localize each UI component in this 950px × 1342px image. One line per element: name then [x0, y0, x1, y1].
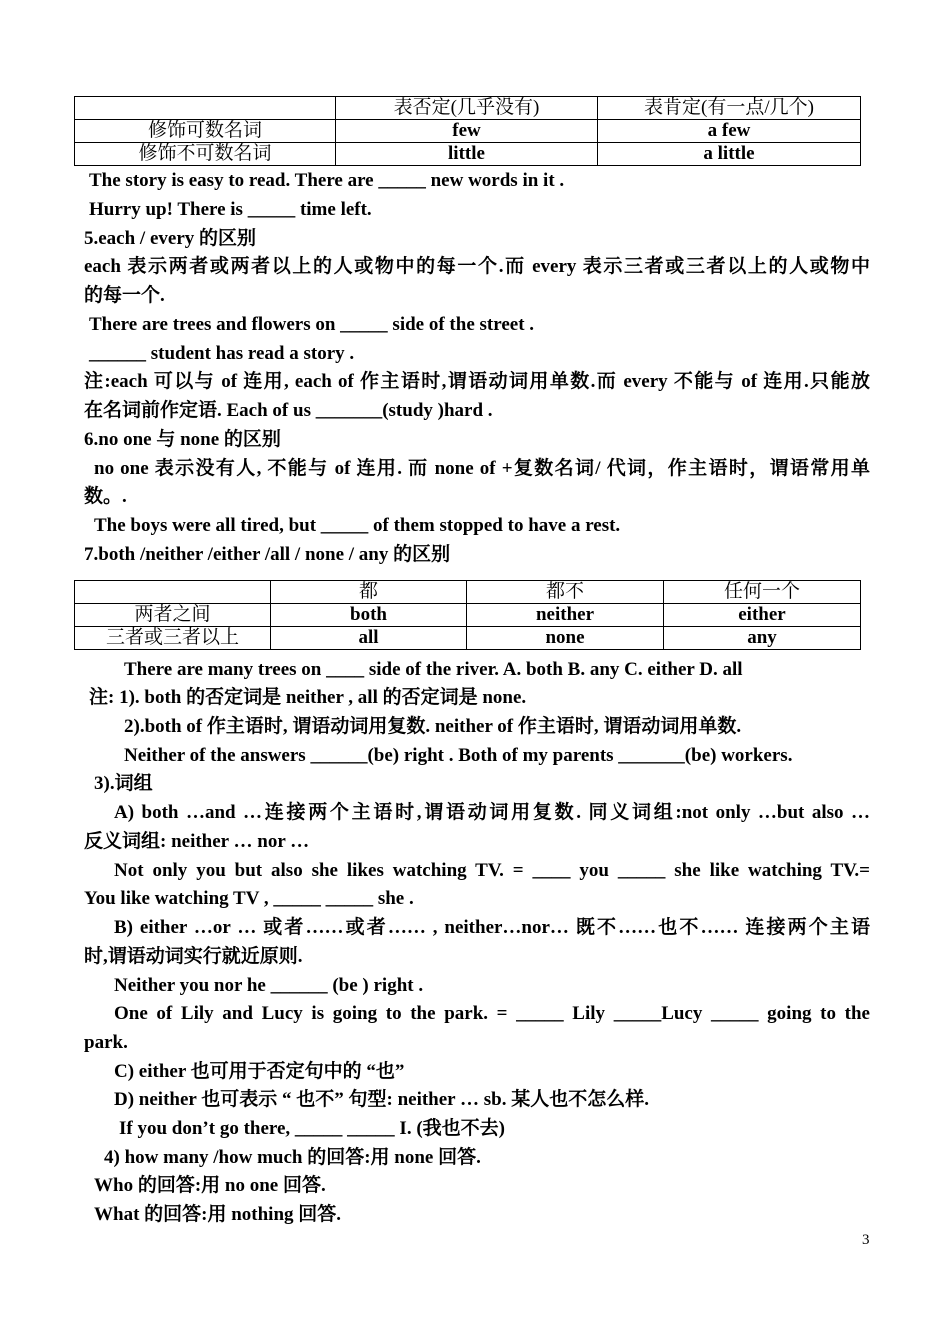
table-header-cell: 表肯定(有一点/几个): [598, 97, 861, 120]
section-heading: 7.both /neither /either /all / none / any 的区别: [84, 544, 451, 565]
text-line: 时,谓语动词实行就近原则.: [84, 946, 303, 967]
table-row: [75, 604, 861, 627]
table-row-label: 修饰可数名词: [75, 120, 336, 143]
text-line: There are trees and flowers on _____ side of the street .: [89, 314, 535, 335]
section-heading: 5.each / every 的区别: [84, 228, 257, 249]
table-cell: none: [467, 627, 664, 650]
table-row-label: 两者之间: [75, 604, 271, 627]
text-line: You like watching TV , _____ _____ she .: [84, 888, 414, 909]
text-line: 4) how many /how much 的回答:用 none 回答.: [104, 1147, 481, 1168]
text-line: Neither you nor he ______ (be ) right .: [114, 975, 424, 996]
text-line: Who 的回答:用 no one 回答.: [94, 1175, 326, 1196]
text-line: C) either 也可用于否定句中的 “也”: [114, 1061, 405, 1082]
text-line: 的每一个.: [84, 285, 165, 306]
table-row: [75, 581, 861, 604]
table-cell: little: [336, 143, 598, 166]
text-line: D) neither 也可表示 “ 也不” 句型: neither … sb. 某人也不怎么样.: [114, 1089, 649, 1110]
page-number: 3: [862, 1232, 870, 1248]
text-line: no one 表示没有人, 不能与 of 连用. 而 none of +复数名词/ 代词，作主语时，谓语常用单: [94, 458, 870, 479]
text-line: There are many trees on ____ side of the river. A. both B. any C. either D. all: [124, 659, 743, 680]
text-line: 反义词组: neither … nor …: [84, 831, 310, 852]
table-cell: a little: [598, 143, 861, 166]
table-cell: both: [271, 604, 467, 627]
table-row: [75, 97, 861, 120]
table-row: [75, 627, 861, 650]
table-header-cell: 都: [271, 581, 467, 604]
text-line: A) both …and …连接两个主语时,谓语动词用复数. 同义词组:not only …but also …: [114, 802, 870, 823]
table-header-cell: 都不: [467, 581, 664, 604]
text-line: 注: 1). both 的否定词是 neither , all 的否定词是 none.: [89, 687, 527, 708]
text-line: park.: [84, 1032, 128, 1053]
text-line: ______ student has read a story .: [89, 343, 355, 364]
table-row-label: 三者或三者以上: [75, 627, 271, 650]
table-cell: a few: [598, 120, 861, 143]
both-neither-either-table: [74, 580, 861, 650]
text-line: each 表示两者或两者以上的人或物中的每一个.而 every 表示三者或三者以上的人或物中: [84, 256, 870, 277]
text-line: The story is easy to read. There are _____ new words in it .: [89, 170, 565, 191]
table-row: [75, 143, 861, 166]
table-row: [75, 120, 861, 143]
table-cell: neither: [467, 604, 664, 627]
text-line: 数。.: [84, 486, 127, 507]
text-line: One of Lily and Lucy is going to the park. = _____ Lily _____Lucy _____ going to the: [114, 1003, 870, 1024]
text-line: 在名词前作定语. Each of us _______(study )hard .: [84, 400, 493, 421]
section-heading: 6.no one 与 none 的区别: [84, 429, 281, 450]
table-header-cell: 任何一个: [664, 581, 861, 604]
text-line: The boys were all tired, but _____ of them stopped to have a rest.: [94, 515, 621, 536]
table-cell: few: [336, 120, 598, 143]
text-line: 2).both of 作主语时, 谓语动词用复数. neither of 作主语时, 谓语动词用单数.: [124, 716, 742, 737]
section-heading: 3).词组: [94, 773, 153, 794]
text-line: If you don’t go there, _____ _____ I. (我也不去): [119, 1118, 505, 1139]
table-cell: either: [664, 604, 861, 627]
text-line: B) either …or … 或者……或者…… , neither…nor… 既不……也不…… 连接两个主语: [114, 917, 870, 938]
table-cell: [75, 97, 336, 120]
few-little-table: [74, 96, 861, 166]
table-cell: all: [271, 627, 467, 650]
text-line: Not only you but also she likes watching TV. = ____ you _____ she like watching TV.=: [114, 860, 870, 881]
table-cell: [75, 581, 271, 604]
text-line: Hurry up! There is _____ time left.: [89, 199, 372, 220]
text-line: 注:each 可以与 of 连用, each of 作主语时,谓语动词用单数.而 every 不能与 of 连用.只能放: [84, 371, 870, 392]
table-header-cell: 表否定(几乎没有): [336, 97, 598, 120]
text-line: Neither of the answers ______(be) right . Both of my parents _______(be) workers.: [124, 745, 793, 766]
table-row-label: 修饰不可数名词: [75, 143, 336, 166]
text-line: What 的回答:用 nothing 回答.: [94, 1204, 342, 1225]
table-cell: any: [664, 627, 861, 650]
